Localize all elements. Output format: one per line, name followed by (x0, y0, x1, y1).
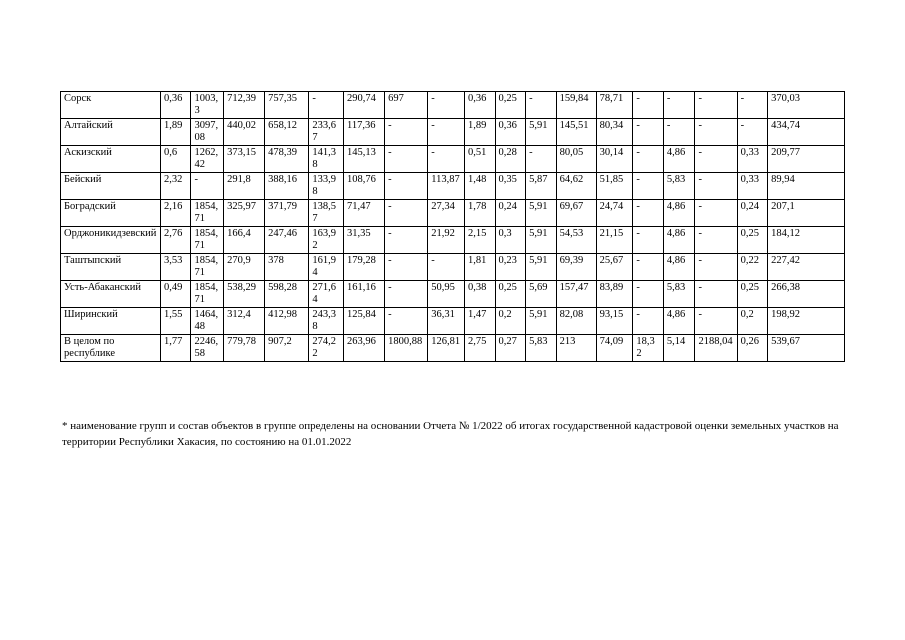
value-cell: 1,81 (465, 254, 496, 281)
value-cell: 2,75 (465, 335, 496, 362)
value-cell: 80,05 (556, 146, 596, 173)
value-cell: - (526, 146, 557, 173)
table-row (61, 200, 845, 227)
value-cell: 0,35 (495, 173, 526, 200)
value-cell: 658,12 (265, 119, 309, 146)
value-cell: 697 (385, 92, 428, 119)
value-cell: - (695, 227, 737, 254)
value-cell: 89,94 (768, 173, 845, 200)
value-cell: 412,98 (265, 308, 309, 335)
value-cell: 373,15 (224, 146, 265, 173)
value-cell: 0,51 (465, 146, 496, 173)
value-cell: 0,25 (495, 281, 526, 308)
value-cell: 0,24 (495, 200, 526, 227)
value-cell: 1262,42 (191, 146, 224, 173)
district-name-cell: Алтайский (61, 119, 161, 146)
value-cell: 184,12 (768, 227, 845, 254)
value-cell: 2,32 (160, 173, 191, 200)
value-cell: 0,25 (737, 227, 768, 254)
value-cell: 1,89 (160, 119, 191, 146)
value-cell: - (633, 308, 664, 335)
value-cell: - (695, 119, 737, 146)
value-cell: 82,08 (556, 308, 596, 335)
value-cell: 179,28 (344, 254, 385, 281)
value-cell: 1800,88 (385, 335, 428, 362)
value-cell: - (428, 92, 465, 119)
table-row (61, 281, 845, 308)
value-cell: 1,78 (465, 200, 496, 227)
value-cell: 0,2 (737, 308, 768, 335)
value-cell: 907,2 (265, 335, 309, 362)
value-cell: 1854,71 (191, 281, 224, 308)
value-cell: 2,16 (160, 200, 191, 227)
value-cell: 371,79 (265, 200, 309, 227)
value-cell: - (695, 173, 737, 200)
value-cell: - (695, 146, 737, 173)
value-cell: 2188,04 (695, 335, 737, 362)
district-name-cell: Орджоникидзевский (61, 227, 161, 254)
table-row (61, 335, 845, 362)
value-cell: 4,86 (663, 308, 695, 335)
value-cell: 141,38 (309, 146, 344, 173)
value-cell: 0,36 (495, 119, 526, 146)
value-cell: 388,16 (265, 173, 309, 200)
value-cell: 291,8 (224, 173, 265, 200)
value-cell: 2,76 (160, 227, 191, 254)
value-cell: 31,35 (344, 227, 385, 254)
value-cell: 712,39 (224, 92, 265, 119)
value-cell: - (309, 92, 344, 119)
value-cell: 3,53 (160, 254, 191, 281)
value-cell: - (695, 254, 737, 281)
value-cell: 0,3 (495, 227, 526, 254)
value-cell: 138,57 (309, 200, 344, 227)
value-cell: 30,14 (596, 146, 633, 173)
district-name-cell: Усть-Абаканский (61, 281, 161, 308)
value-cell: 1,77 (160, 335, 191, 362)
value-cell: - (663, 119, 695, 146)
value-cell: 5,83 (526, 335, 557, 362)
value-cell: 4,86 (663, 146, 695, 173)
table-row (61, 146, 845, 173)
value-cell: 50,95 (428, 281, 465, 308)
value-cell: 1,55 (160, 308, 191, 335)
value-cell: 5,69 (526, 281, 557, 308)
table-row (61, 173, 845, 200)
value-cell: 163,92 (309, 227, 344, 254)
value-cell: 159,84 (556, 92, 596, 119)
table-row (61, 92, 845, 119)
district-name-cell: Боградский (61, 200, 161, 227)
value-cell: 69,67 (556, 200, 596, 227)
value-cell: - (428, 119, 465, 146)
value-cell: 64,62 (556, 173, 596, 200)
value-cell: 69,39 (556, 254, 596, 281)
value-cell: 5,91 (526, 119, 557, 146)
value-cell: 325,97 (224, 200, 265, 227)
value-cell: 370,03 (768, 92, 845, 119)
value-cell: - (385, 119, 428, 146)
value-cell: - (385, 227, 428, 254)
value-cell: 0,36 (465, 92, 496, 119)
value-cell: 1,48 (465, 173, 496, 200)
value-cell: 74,09 (596, 335, 633, 362)
value-cell: 0,6 (160, 146, 191, 173)
value-cell: 270,9 (224, 254, 265, 281)
value-cell: 3097,08 (191, 119, 224, 146)
value-cell: 5,91 (526, 308, 557, 335)
value-cell: 126,81 (428, 335, 465, 362)
value-cell: 478,39 (265, 146, 309, 173)
value-cell: - (633, 173, 664, 200)
value-cell: 247,46 (265, 227, 309, 254)
value-cell: 378 (265, 254, 309, 281)
value-cell: 0,33 (737, 173, 768, 200)
table-row (61, 254, 845, 281)
value-cell: 0,25 (495, 92, 526, 119)
value-cell: 93,15 (596, 308, 633, 335)
value-cell: 207,1 (768, 200, 845, 227)
value-cell: 27,34 (428, 200, 465, 227)
value-cell: 78,71 (596, 92, 633, 119)
value-cell: 54,53 (556, 227, 596, 254)
value-cell: - (633, 254, 664, 281)
value-cell: 274,22 (309, 335, 344, 362)
value-cell: 36,31 (428, 308, 465, 335)
value-cell: 113,87 (428, 173, 465, 200)
value-cell: 209,77 (768, 146, 845, 173)
value-cell: 161,16 (344, 281, 385, 308)
value-cell: 18,32 (633, 335, 664, 362)
value-cell: 1,89 (465, 119, 496, 146)
value-cell: - (385, 173, 428, 200)
cadastral-value-table (60, 91, 845, 362)
value-cell: - (385, 281, 428, 308)
value-cell: 0,22 (737, 254, 768, 281)
value-cell: 434,74 (768, 119, 845, 146)
value-cell: 4,86 (663, 254, 695, 281)
value-cell: 108,76 (344, 173, 385, 200)
value-cell: 1854,71 (191, 200, 224, 227)
value-cell: 2246,58 (191, 335, 224, 362)
value-cell: 5,91 (526, 200, 557, 227)
value-cell: 0,38 (465, 281, 496, 308)
district-name-cell: Сорск (61, 92, 161, 119)
table-body (61, 92, 845, 362)
value-cell: 227,42 (768, 254, 845, 281)
value-cell: 5,83 (663, 281, 695, 308)
value-cell: - (633, 92, 664, 119)
value-cell: 133,98 (309, 173, 344, 200)
value-cell: - (737, 92, 768, 119)
value-cell: 5,91 (526, 227, 557, 254)
value-cell: 4,86 (663, 227, 695, 254)
footnote: * наименование групп и состав объектов в группе определены на основании Отчета № 1/2022 об итогах государственной кадастровой оценки земельных участков на территории Республики Хакасия, по состоянию на 01.01.2022 (62, 420, 839, 448)
district-name-cell: Таштыпский (61, 254, 161, 281)
value-cell: 117,36 (344, 119, 385, 146)
table-row (61, 308, 845, 335)
value-cell: 161,94 (309, 254, 344, 281)
value-cell: 0,49 (160, 281, 191, 308)
value-cell: 1003,3 (191, 92, 224, 119)
value-cell: 0,2 (495, 308, 526, 335)
value-cell: 71,47 (344, 200, 385, 227)
value-cell: 157,47 (556, 281, 596, 308)
district-name-cell: Бейский (61, 173, 161, 200)
table-row (61, 227, 845, 254)
value-cell: - (385, 308, 428, 335)
value-cell: - (428, 254, 465, 281)
value-cell: 243,38 (309, 308, 344, 335)
value-cell: - (385, 146, 428, 173)
value-cell: 1464,48 (191, 308, 224, 335)
value-cell: 312,4 (224, 308, 265, 335)
value-cell: 213 (556, 335, 596, 362)
value-cell: 779,78 (224, 335, 265, 362)
value-cell: - (191, 173, 224, 200)
value-cell: 5,14 (663, 335, 695, 362)
value-cell: - (695, 92, 737, 119)
value-cell: 0,33 (737, 146, 768, 173)
value-cell: 145,13 (344, 146, 385, 173)
value-cell: 24,74 (596, 200, 633, 227)
value-cell: 0,28 (495, 146, 526, 173)
value-cell: - (633, 146, 664, 173)
value-cell: 83,89 (596, 281, 633, 308)
value-cell: 166,4 (224, 227, 265, 254)
value-cell: 21,92 (428, 227, 465, 254)
value-cell: 0,24 (737, 200, 768, 227)
value-cell: 538,29 (224, 281, 265, 308)
value-cell: 21,15 (596, 227, 633, 254)
value-cell: 271,64 (309, 281, 344, 308)
value-cell: 1,47 (465, 308, 496, 335)
value-cell: 440,02 (224, 119, 265, 146)
value-cell: 145,51 (556, 119, 596, 146)
value-cell: 125,84 (344, 308, 385, 335)
value-cell: - (633, 200, 664, 227)
value-cell: - (695, 200, 737, 227)
value-cell: 290,74 (344, 92, 385, 119)
value-cell: - (695, 281, 737, 308)
value-cell: 198,92 (768, 308, 845, 335)
value-cell: 4,86 (663, 200, 695, 227)
value-cell: - (428, 146, 465, 173)
value-cell: 5,87 (526, 173, 557, 200)
value-cell: 25,67 (596, 254, 633, 281)
value-cell: 0,36 (160, 92, 191, 119)
value-cell: 5,91 (526, 254, 557, 281)
value-cell: 263,96 (344, 335, 385, 362)
value-cell: 1854,71 (191, 254, 224, 281)
value-cell: 233,67 (309, 119, 344, 146)
district-name-cell: Ширинский (61, 308, 161, 335)
value-cell: 0,25 (737, 281, 768, 308)
value-cell: - (695, 308, 737, 335)
value-cell: 266,38 (768, 281, 845, 308)
value-cell: 80,34 (596, 119, 633, 146)
value-cell: 757,35 (265, 92, 309, 119)
value-cell: 598,28 (265, 281, 309, 308)
value-cell: 539,67 (768, 335, 845, 362)
value-cell: 51,85 (596, 173, 633, 200)
value-cell: 0,27 (495, 335, 526, 362)
district-name-cell: В целом по республике (61, 335, 161, 362)
value-cell: - (385, 200, 428, 227)
value-cell: 0,26 (737, 335, 768, 362)
district-name-cell: Аскизский (61, 146, 161, 173)
value-cell: 0,23 (495, 254, 526, 281)
value-cell: - (663, 92, 695, 119)
value-cell: 5,83 (663, 173, 695, 200)
value-cell: - (737, 119, 768, 146)
value-cell: 2,15 (465, 227, 496, 254)
value-cell: - (633, 227, 664, 254)
value-cell: - (526, 92, 557, 119)
value-cell: - (633, 119, 664, 146)
value-cell: - (385, 254, 428, 281)
table-row (61, 119, 845, 146)
value-cell: - (633, 281, 664, 308)
value-cell: 1854,71 (191, 227, 224, 254)
